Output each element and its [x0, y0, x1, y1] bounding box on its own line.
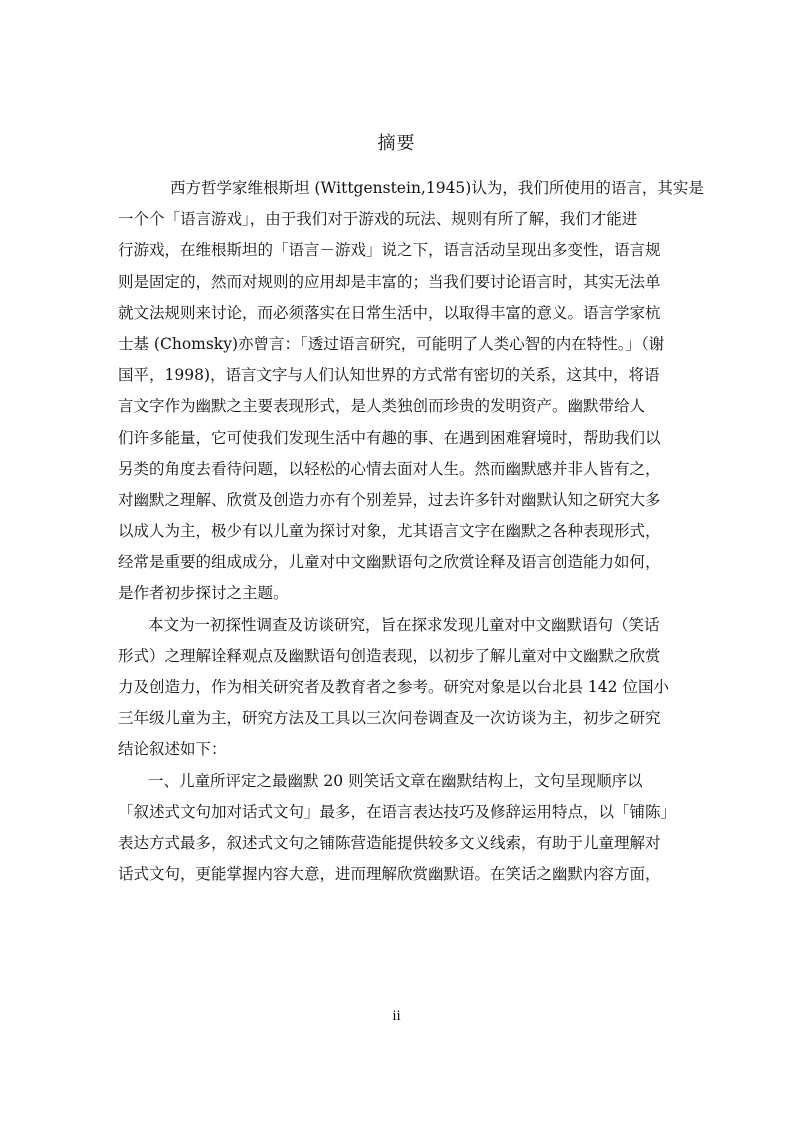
paragraph-1-line-4: 则是固定的，然而对规则的应用却是丰富的；当我们要讨论语言时，其实无法单 — [118, 272, 661, 291]
paragraph-2-line-4: 三年级儿童为主，研究方法及工具以三次问卷调查及一次访谈为主，初步之研究 — [118, 709, 661, 728]
paragraph-1-line-5: 就文法规则来讨论，而必须落实在日常生活中，以取得丰富的意义。语言学家杭 — [118, 303, 661, 322]
paragraph-2-line-2: 形式）之理解诠释观点及幽默语句创造表现，以初步了解儿童对中文幽默之欣赏 — [118, 646, 661, 665]
paragraph-3-line-4: 话式文句，更能掌握内容大意，进而理解欣赏幽默语。在笑话之幽默内容方面， — [118, 865, 661, 884]
paragraph-1-line-6: 士基 (Chomsky)亦曾言：「透过语言研究，可能明了人类心智的内在特性。」（谢 — [118, 334, 665, 353]
paragraph-1-line-11: 对幽默之理解、欣赏及创造力亦有个别差异，过去许多针对幽默认知之研究大多 — [118, 490, 661, 509]
page-title: 摘要 — [377, 133, 416, 154]
paragraph-1-line-8: 言文字作为幽默之主要表现形式，是人类独创而珍贵的发明资产。幽默带给人 — [118, 397, 646, 416]
abstract-body — [118, 173, 704, 890]
paragraph-1-line-14: 是作者初步探讨之主题。 — [118, 584, 289, 603]
paragraph-3-line-1: 一、儿童所评定之最幽默 20 则笑话文章在幽默结构上，文句呈现顺序以 — [148, 771, 643, 790]
paragraph-2-line-5: 结论叙述如下： — [118, 740, 227, 759]
paragraph-2-line-1: 本文为一初探性调查及访谈研究，旨在探求发现儿童对中文幽默语句（笑话 — [148, 615, 660, 634]
paragraph-1-line-13: 经常是重要的组成成分，儿童对中文幽默语句之欣赏诠释及语言创造能力如何， — [118, 553, 661, 572]
paragraph-3-line-3: 表达方式最多，叙述式文句之铺陈营造能提供较多文义线索，有助于儿童理解对 — [118, 833, 661, 852]
paragraph-1-line-10: 另类的角度去看待问题，以轻松的心情去面对人生。然而幽默感并非人皆有之， — [118, 459, 661, 478]
paragraph-1-line-12: 以成人为主，极少有以儿童为探讨对象，尤其语言文字在幽默之各种表现形式， — [118, 522, 661, 541]
paragraph-2-line-3: 力及创造力，作为相关研究者及教育者之参考。研究对象是以台北县 142 位国小 — [118, 678, 669, 696]
paragraph-1-line-3: 行游戏，在维根斯坦的「语言－游戏」说之下，语言活动呈现出多变性，语言规 — [118, 241, 661, 260]
page-number: ii — [392, 1008, 401, 1024]
paragraph-3-line-2: 「叙述式文句加对话式文句」最多，在语言表达技巧及修辞运用特点，以「铺陈」 — [118, 802, 677, 821]
paragraph-1-line-7: 国平，1998)，语言文字与人们认知世界的方式常有密切的关系，这其中，将语 — [118, 366, 660, 385]
paragraph-1-line-9: 们许多能量，它可使我们发现生活中有趣的事、在遇到困难窘境时，帮助我们以 — [118, 428, 661, 447]
paragraph-1-line-1: 西方哲学家维根斯坦 (Wittgenstein,1945)认为，我们所使用的语言，其实是 — [170, 179, 704, 197]
paragraph-1-line-2: 一个个「语言游戏」，由于我们对于游戏的玩法、规则有所了解，我们才能进 — [118, 210, 638, 229]
